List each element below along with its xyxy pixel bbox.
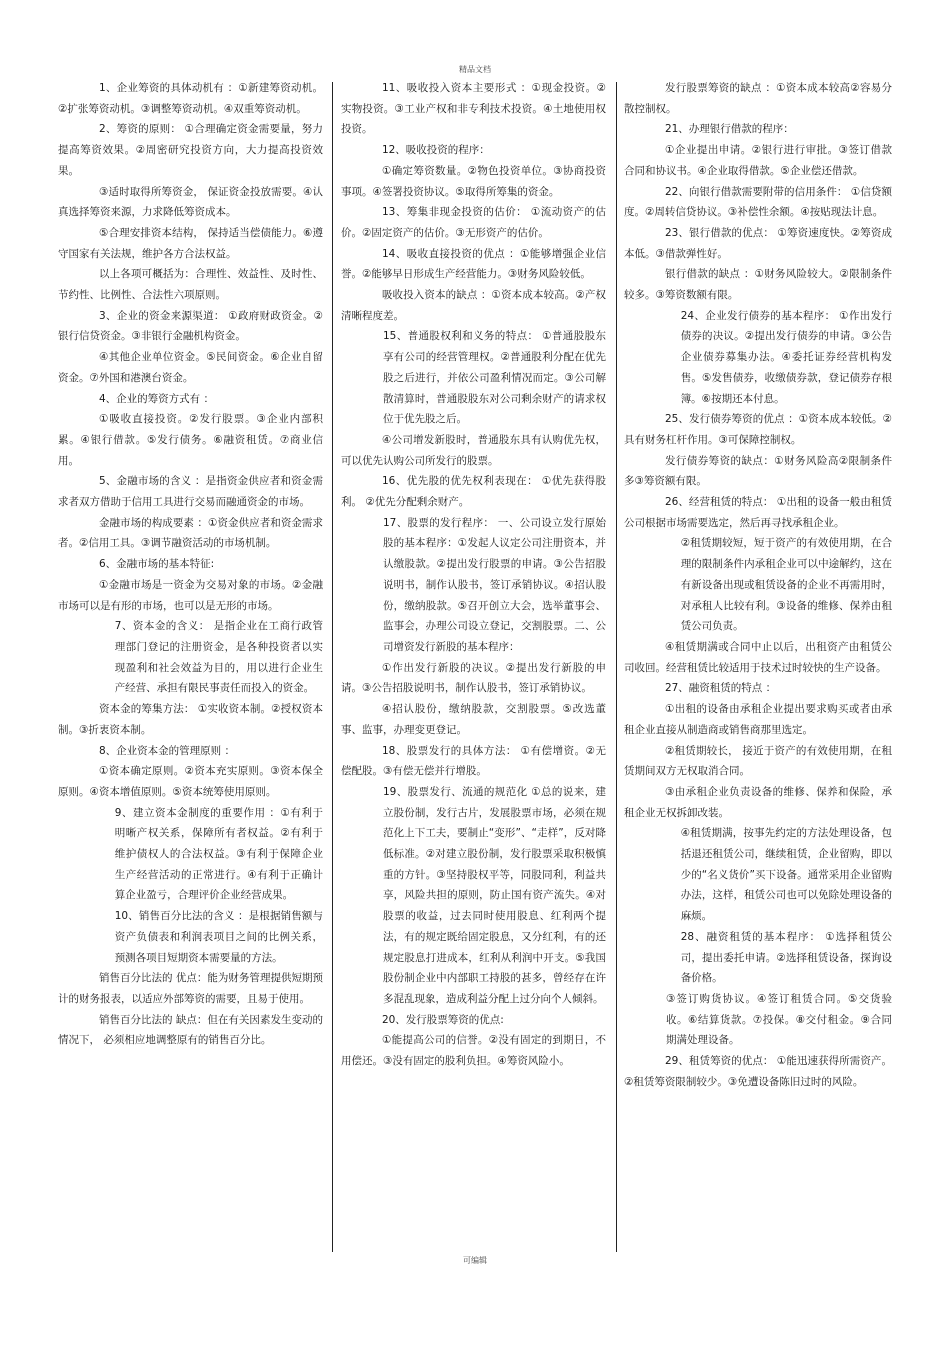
paragraph: 销售百分比法的 缺点：但在有关因素发生变动的情况下， 必须相应地调整原有的销售百分比。 xyxy=(58,1013,323,1047)
paragraph: 18、股票发行的具体方法： ①有偿增资。②无偿配股。③有偿无偿并行增股。 xyxy=(341,744,606,778)
paragraph: 销售百分比法的 优点：能为财务管理提供短期预计的财务报表，以适应外部筹资的需要，且易于使用。 xyxy=(58,972,323,1005)
paragraph: ③由承租企业负责设备的维修、保养和保险，承租企业无权拆卸改装。 xyxy=(624,785,892,819)
paragraph: ④租赁期满，按事先约定的方法处理设备，包括退还租赁公司，继续租赁，企业留购，即以少的“名义货价”买下设备。通常采用企业留购办法，这样，租赁公司也可以免除处理设备的麻烦。 xyxy=(680,827,892,923)
paragraph: 2、筹资的原则： ①合理确定资金需要量，努力提高筹资效果。②周密研究投资方向，大力提高投资效果。 xyxy=(58,123,323,177)
paragraph: 发行债券筹资的缺点：①财务风险高②限制条件多③筹资额有限。 xyxy=(624,454,892,488)
paragraph: 资本金的筹集方法： ①实收资本制。②授权资本制。③折衷资本制。 xyxy=(58,703,323,736)
paragraph: 27、融资租赁的特点 ： xyxy=(664,682,777,695)
paragraph: 29、租赁筹资的优点： ①能迅速获得所需资产。②租赁筹资限制较少。③免遭设备陈旧过时的风险。 xyxy=(624,1055,892,1088)
paragraph: 12、吸收投资的程序： xyxy=(381,144,490,157)
paragraph: ④招认股份，缴纳股款，交割股票。⑤改选董事、监事，办理变更登记。 xyxy=(341,703,606,736)
paragraph: 13、筹集非现金投资的估价： ①流动资产的估价。②固定资产的估价。③无形资产的估价。 xyxy=(341,206,606,239)
column-divider xyxy=(332,82,333,1252)
paragraph: ②租赁期较长， 接近于资产的有效使用期，在租赁期间双方无权取消合同。 xyxy=(624,744,892,778)
paragraph: 以上各项可概括为：合理性、效益性、及时性、节约性、比例性、合法性六项原则。 xyxy=(58,268,323,302)
paragraph: ④租赁期满或合同中止以后，出租资产由租赁公司收回。经营租赁比较适用于技术过时较快的生产设备。 xyxy=(624,640,892,674)
paragraph: 3、企业的资金来源渠道： ①政府财政资金。②银行信贷资金。③非银行金融机构资金。 xyxy=(58,309,323,343)
paragraph: ⑤合理安排资本结构， 保持适当偿债能力。⑥遵守国家有关法规，维护各方合法权益。 xyxy=(58,226,323,260)
paragraph: 28、融资租赁的基本程序： ①选择租赁公司，提出委托申请。②选择租赁设备，探询设备价格。 xyxy=(680,930,892,985)
paragraph: 22、向银行借款需要附带的信用条件： ①信贷额度。②周转信贷协议。③补偿性余额。④按贴现法计息。 xyxy=(624,185,892,219)
paragraph: ①能提高公司的信誉。②没有固定的到期日，不用偿还。③没有固定的股利负担。④筹资风险小。 xyxy=(341,1034,606,1068)
page-footer: 可编辑 xyxy=(463,1256,487,1265)
paragraph: ①资本确定原则。②资本充实原则。③资本保全原则。④资本增值原则。⑤资本统筹使用原则。 xyxy=(58,765,323,798)
paragraph: ①出租的设备由承租企业提出要求购买或者由承租企业直接从制造商或销售商那里选定。 xyxy=(624,703,892,736)
paragraph: ①企业提出申请。②银行进行审批。③签订借款合同和协议书。④企业取得借款。⑤企业偿还借款。 xyxy=(624,144,892,177)
paragraph: 25、发行债券筹资的优点 ：①资本成本较低。②具有财务杠杆作用。③可保障控制权。 xyxy=(624,413,892,446)
text-column-1 xyxy=(58,78,323,1051)
paragraph: 24、企业发行债券的基本程序： ①作出发行债券的决议。②提出发行债券的申请。③公告企业债券募集办法。④委托证券经营机构发售。⑤发售债券，收缴债券款，登记债券存根簿。⑥按期还本付息。 xyxy=(680,309,892,405)
paragraph: 银行借款的缺点 ：①财务风险较大。②限制条件较多。③筹资数额有限。 xyxy=(624,268,892,302)
paragraph: 10、销售百分比法的含义 ：是根据销售额与资产负债表和利润表项目之间的比例关系，预测各项目短期资本需要量的方法。 xyxy=(114,910,323,964)
paragraph: 14、吸收直接投资的优点 ：①能够增强企业信誉。②能够早日形成生产经营能力。③财务风险较低。 xyxy=(341,247,606,281)
paragraph: 11、吸收投入资本主要形式 ：①现金投资。②实物投资。③工业产权和非专利技术投资。④土地使用权投资。 xyxy=(341,82,606,136)
paragraph: 20、发行股票筹资的优点: xyxy=(381,1013,504,1026)
paragraph: 发行股票筹资的缺点 ：①资本成本较高②容易分散控制权。 xyxy=(624,82,892,115)
paragraph: ①金融市场是一资金为交易对象的市场。②金融市场可以是有形的市场，也可以是无形的市场。 xyxy=(58,578,323,612)
paragraph: ①作出发行新股的决议。②提出发行新股的申请。③公告招股说明书，制作认股书，签订承销协议。 xyxy=(341,661,606,695)
paragraph: 7、资本金的含义： 是指企业在工商行政管理部门登记的注册资金，是各种投资者以实现盈利和社会效益为目的，用以进行企业生产经营、承担有限民事责任而投入的资金。 xyxy=(114,620,323,695)
paragraph: ③签订购货协议。④签订租赁合同。⑤交货验收。⑥结算货款。⑦投保。⑧交付租金。⑨合同期满处理设备。 xyxy=(666,992,892,1047)
paragraph: ①确定筹资数量。②物色投资单位。③协商投资事项。④签署投资协议。⑤取得所筹集的资金。 xyxy=(341,164,606,198)
page-header: 精品文档 xyxy=(459,65,491,74)
paragraph: 15、普通股权利和义务的特点： ①普通股股东享有公司的经营管理权。②普通股利分配在优先股之后进行，并依公司盈利情况而定。③公司解散清算时，普通股股东对公司剩余财产的请求权位于优先股之后。 xyxy=(383,330,606,426)
text-column-2 xyxy=(341,78,606,1072)
paragraph: 23、银行借款的优点： ①筹资速度快。②筹资成本低。③借款弹性好。 xyxy=(624,226,892,260)
column-divider xyxy=(616,82,617,1252)
paragraph: ④其他企业单位资金。⑤民间资金。⑥企业自留资金。⑦外国和港澳台资金。 xyxy=(58,351,323,384)
paragraph: 8、企业资本金的管理原则 ： xyxy=(98,744,235,757)
paragraph: ④公司增发新股时，普通股东具有认购优先权，可以优先认购公司所发行的股票。 xyxy=(341,433,606,467)
text-column-3 xyxy=(624,78,892,1092)
paragraph: 16、优先股的优先权利表现在： ①优先获得股利。 ②优先分配剩余财产。 xyxy=(341,475,606,509)
paragraph: 26、经营租赁的特点： ①出租的设备一般由租赁公司根据市场需要选定，然后再寻找承租企业。 xyxy=(624,496,892,529)
paragraph: 5、金融市场的含义 ：是指资金供应者和资金需求者双方借助于信用工具进行交易而融通资金的市场。 xyxy=(58,475,323,509)
paragraph: 吸收投入资本的缺点 ：①资本成本较高。②产权清晰程度差。 xyxy=(341,289,606,322)
paragraph: ②租赁期较短，短于资产的有效使用期，在合理的限制条件内承租企业可以中途解约，这在有新设备出现或租赁设备的企业不再需用时，对承租人比较有利。③设备的维修、保养由租赁公司负责。 xyxy=(680,537,892,633)
paragraph: 4、企业的筹资方式有 ： xyxy=(98,392,214,405)
paragraph: 9、建立资本金制度的重要作用 ：①有利于明晰产权关系，保障所有者权益。②有利于维护债权人的合法权益。③有利于保障企业生产经营活动的正常进行。④有利于正确计算企业盈亏，合理评价企业经营成果。 xyxy=(114,806,323,902)
paragraph: ①吸收直接投资。②发行股票。③企业内部积累。④银行借款。⑤发行债务。⑥融资租赁。⑦商业信用。 xyxy=(58,413,323,467)
paragraph: 金融市场的构成要素 ：①资金供应者和资金需求者。②信用工具。③调节融资活动的市场机制。 xyxy=(58,516,323,550)
paragraph: ③适时取得所筹资金， 保证资金投放需要。④认真选择筹资来源，力求降低筹资成本。 xyxy=(58,185,323,219)
paragraph: 1、企业筹资的具体动机有 ：①新建筹资动机。②扩张筹资动机。③调整筹资动机。④双重筹资动机。 xyxy=(58,82,323,115)
paragraph: 17、股票的发行程序： 一、公司设立发行原始股的基本程序：①发起人议定公司注册资本，并认缴股款。②提出发行股票的申请。③公告招股说明书，制作认股书，签订承销协议。④招认股份，缴纳股款。⑤召开创立大会，选举董事会、监事会，办理公司设立登记，交割股票。二、公司增资发行新股的基本程序： xyxy=(383,516,606,653)
paragraph: 21、办理银行借款的程序： xyxy=(664,123,794,136)
paragraph: 6、金融市场的基本特征: xyxy=(98,558,215,571)
paragraph: 19、股票发行、流通的规范化 ①总的说来，建立股份制，发行古片，发展股票市场，必须在规范化上下工夫，要制止“变形”、“走样”，反对降低标准。②对建立股份制，发行股票采取积极慎重的方针。③坚持股权平等，同股同利，利益共享，风险共担的原则，防止国有资产流失。④对股票的收益，过去同时使用股息、红利两个提法，有的规定既给固定股息，又分红利，有的还规定股息打进成本，红利从利润中开支。⑤我国股份制企业中内部职工持股的甚多，曾经存在许多混乱现象，造成利益分配上过分向个人倾斜。 xyxy=(383,785,606,1005)
